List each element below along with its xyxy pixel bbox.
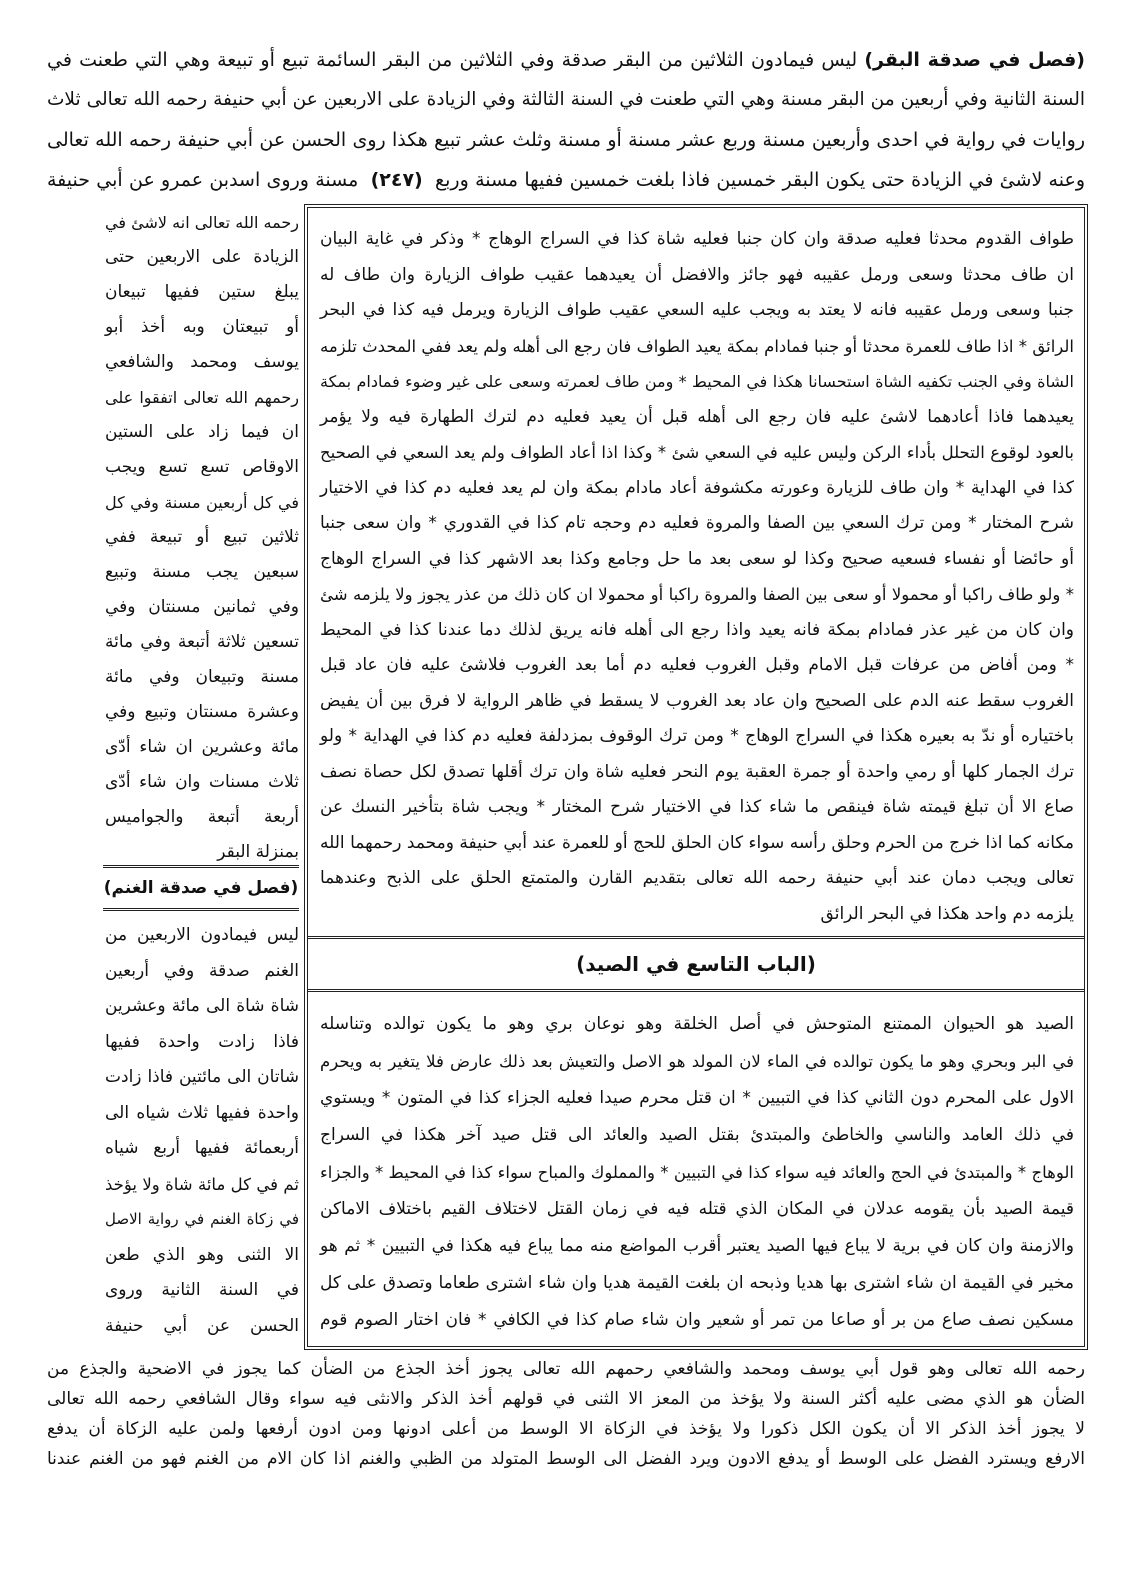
line-text: الاوقاص تسع تسع ويجب — [105, 457, 299, 477]
main-text-line — [318, 684, 1074, 720]
line-text: الزيادة على الاربعين حتى — [105, 247, 299, 267]
line-text: مخير في القيمة ان شاء اشترى بها هديا وذبحه ان بلغت القيمة هديا وان شاء اشترى طعاما وتصدق على كل — [320, 1273, 1074, 1293]
main-text-line — [318, 1080, 1074, 1117]
line-text: في ذلك العامد والناسي والخاطئ والمبتدئ بقتل الصيد والعائد الى قتل صيد آخر هكذا في السراج — [320, 1125, 1074, 1145]
line-text — [47, 169, 1085, 191]
line-text: ليس فيمادون الاربعين من — [105, 925, 299, 945]
line-text: مائة وعشرين ان شاء أدّى — [105, 737, 299, 757]
main-text-line — [318, 506, 1074, 542]
left-column-line — [103, 415, 299, 450]
main-text-line — [318, 293, 1074, 329]
line-text: أربعمائة ففيها أربع شياه — [105, 1138, 299, 1158]
line-text: الغنم صدقة وفي أربعين — [105, 960, 299, 981]
line-text: * ولو طاف راكبا أو محمولا أو سعى بين الصفا والمروة راكبا أو محمولا ان كان ذلك من عذر يجوز ولا يلزمه شئ — [320, 585, 1074, 604]
main-text-line — [318, 435, 1074, 471]
left-column-line — [103, 765, 299, 800]
line-text: الوهاج * والمبتدئ في الحج والعائد فيه سواء كذا في التبيين * والمملوك والمباح سواء كذا في المحيط * والجزاء — [320, 1163, 1074, 1182]
left-column-line — [103, 660, 299, 695]
main-text-line — [318, 222, 1074, 258]
line-text: الحسن عن أبي حنيفة — [105, 1315, 299, 1336]
left-column-line — [103, 555, 299, 590]
main-text-line — [318, 471, 1074, 507]
line-text: واحدة ففيها ثلاث شياه الى — [105, 1102, 299, 1123]
line-text: الرائق * اذا طاف للعمرة محدثا أو جنبا فمادام بمكة يعيد الطواف فان رجع الى أهله ولم يعد ففي المحدث تلزمه — [320, 336, 1074, 356]
line-text: ترك الجمار كلها أو رمي واحدة أو جمرة العقبة يوم النحر فعليه شاة وان ترك أقلها تصدق لكل حصاة نصف — [320, 761, 1074, 782]
left-column-line — [103, 380, 299, 415]
line-text: الضأن هو الذي مضى عليه أكثر السنة ولا يؤخذ من المعز الا الثنى في قولهم أخذ الذكر والانثى فيه سواء وقال الشافعي رحمه الله تعالى — [47, 1389, 1085, 1409]
line-text: الغروب سقط عنه الدم على الصحيح وان عاد بعد الغروب لا يسقط في ظاهر الرواية لا فرق بين أن يفيض — [320, 690, 1074, 711]
top-text-line — [45, 80, 1085, 120]
left-column-line — [103, 695, 299, 730]
line-text: جنبا وسعى ورمل عقيبه فانه لا يعتد به ويجب عليه السعي عقيب طواف الزيارة ويرمل فيه كذا في البحر — [320, 300, 1074, 320]
line-text: شاة شاة الى مائة وعشرين — [105, 996, 299, 1016]
bottom-text-line — [45, 1414, 1085, 1444]
line-text: رحمه الله تعالى وهو قول أبي يوسف ومحمد والشافعي رحمهم الله تعالى يجوز أخذ الجذع من الضأن كما يجوز في الاضحية والجذع من — [47, 1359, 1085, 1379]
section-heading-ghanam: (فصل في صدقة الغنم) — [103, 865, 299, 911]
left-column-line — [103, 520, 299, 555]
left-column-line — [103, 1060, 299, 1096]
main-text-line — [318, 1265, 1074, 1302]
left-column-line — [103, 450, 299, 485]
line-text: ثلاث مسنات وان شاء أدّى — [105, 772, 299, 792]
main-text-line — [318, 1302, 1074, 1339]
bottom-text-line — [45, 1444, 1085, 1474]
line-text: طواف القدوم محدثا فعليه صدقة وان كان جنبا فعليه شاة كذا في السراج الوهاج * وذكر في غاية البيان — [320, 229, 1074, 249]
left-column-line — [103, 240, 299, 275]
line-text: وفي ثمانين مسنتان وفي — [105, 597, 299, 617]
line-text: بمنزلة البقر — [217, 842, 299, 862]
left-column-line — [103, 275, 299, 310]
left-column-line — [103, 730, 299, 765]
main-text-line — [318, 1228, 1074, 1265]
top-text-line — [45, 40, 1085, 80]
line-text: بالعود لوقوع التحلل بأداء الركن وليس عليه في السعي شئ * وكذا اذا أعاد الطواف ولم يعد السعي في الصحيح — [320, 443, 1074, 462]
line-text: السنة الثانية وفي أربعين من البقر مسنة وهي التي طعنت في السنة الثالثة وفي الزيادة على الاربعين عن أبي حنيفة رحمه الله تعالى ثلاث — [47, 89, 1085, 110]
line-text: في البر وبحري وهو ما يكون توالده في الماء لان المولد هو الاصل والتعيش بعد ذلك عارض فلا يتغير به ويحرم — [320, 1052, 1074, 1071]
line-text: ثلاثين تبيع أو تبيعة ففي — [105, 527, 299, 547]
line-text: ان طاف محدثا وسعى ورمل عقيبه فهو جائز والافضل أن يعيدهما عقيب طواف الزيارة وان طاف له — [320, 264, 1074, 285]
main-text-line — [318, 1191, 1074, 1228]
line-text: مكانه كما اذا خرج من الحرم وحلق رأسه سواء كان الحلق للحج أو للعمرة عند أبي حنيفة ومحمد رحمهما الله — [320, 832, 1074, 853]
line-text: باختياره أو ندّ به بعيره هكذا في السراج الوهاج * ومن ترك الوقوف بمزدلفة فعليه دم كذا في الهداية * ولو — [320, 726, 1074, 746]
bottom-text-block — [45, 1354, 1085, 1474]
line-text: فاذا زادت واحدة ففيها — [105, 1031, 299, 1052]
line-text: يلزمه دم واحد هكذا في البحر الرائق — [820, 903, 1074, 924]
line-text: لا يجوز أخذ الذكر الا أن يكون الكل ذكورا ولا يؤخذ في الزكاة الا الوسط من أعلى ادونها ومن ادون أرفعها ولمن عليه الزكاة أن يدفع — [47, 1419, 1085, 1439]
line-text: تسعين ثلاثة أتبعة وفي مائة — [105, 632, 299, 652]
line-text: رحمه الله تعالى انه لاشئ في — [105, 213, 299, 232]
section-heading: (فصل في صدقة البقر) — [864, 49, 1085, 71]
main-text-line — [318, 542, 1074, 578]
left-column-line — [103, 1167, 299, 1203]
main-text-line — [318, 1154, 1074, 1191]
line-text-part: وعنه لاشئ في الزيادة حتى يكون البقر خمسين فاذا بلغت خمسين ففيها مسنة وربع — [435, 169, 1085, 191]
line-text: الاول على المحرم دون الثاني كذا في التبيين * ان قتل محرم صيدا فعليه الجزاء كذا في المتون * ويستوي — [320, 1088, 1074, 1108]
left-column-line — [103, 205, 299, 240]
main-text-line — [318, 258, 1074, 294]
main-text-line — [318, 826, 1074, 862]
line-text-part: ليس فيمادون الثلاثين من البقر صدقة وفي الثلاثين من البقر السائمة تبيع أو تبيعة وهي التي طعنت في — [47, 49, 858, 71]
main-text-line — [318, 1043, 1074, 1080]
main-text-line — [318, 400, 1074, 436]
line-text: أو تبيعتان وبه أخذ أبو — [105, 317, 299, 337]
chapter-heading: (الباب التاسع في الصيد) — [308, 936, 1084, 992]
line-text: تعالى ويجب دمان عند أبي حنيفة رحمه الله تعالى بتقديم القارن والمتمتع الحلق على الذبح وعندهما — [320, 868, 1074, 888]
main-text-line — [318, 613, 1074, 649]
main-text-line — [318, 790, 1074, 826]
left-column-line — [103, 800, 299, 835]
line-text: قيمة الصيد بأن يقومه عدلان في المكان الذي قتله فيه في زمان القتل لاختلاف القيم باختلاف الاماكن — [320, 1199, 1074, 1219]
line-text: * ومن أفاض من عرفات قبل الامام وقبل الغروب فعليه دم أما بعد الغروب فلاشئ عليه فان عاد قبل — [320, 655, 1074, 675]
line-text: في زكاة الغنم في رواية الاصل — [105, 1210, 299, 1228]
main-text-line — [318, 364, 1074, 400]
line-text: ان فيما زاد على الستين — [105, 422, 299, 442]
line-text: رحمهم الله تعالى اتفقوا على — [105, 388, 299, 407]
top-text-line — [45, 120, 1085, 160]
main-text-line — [318, 648, 1074, 684]
line-text: مسكين نصف صاع من بر أو صاعا من تمر أو شعير وان شاء صام كذا في الكافي * فان اختار الصوم قوم — [320, 1310, 1074, 1330]
line-text: الصيد هو الحيوان الممتنع المتوحش في أصل الخلقة وهو نوعان بري وهو ما يكون توالده وتناسله — [320, 1014, 1074, 1034]
line-text: يوسف ومحمد والشافعي — [105, 352, 299, 372]
line-text — [47, 49, 1085, 71]
main-text-part-sayd — [318, 1006, 1074, 1339]
line-text: يبلغ ستين ففيها تبيعان — [105, 282, 299, 302]
bottom-text-line — [45, 1354, 1085, 1384]
left-column-line — [103, 1096, 299, 1132]
line-text: أو حائضا أو نفساء فسعيه صحيح وكذا لو سعى بعد ما حل وجامع وكذا بعد الاشهر كذا في السراج الوهاج — [320, 548, 1074, 569]
main-text-line — [318, 1117, 1074, 1154]
left-column-line — [103, 918, 299, 954]
left-column-line — [103, 345, 299, 380]
left-column-line — [103, 1131, 299, 1167]
main-text-part-hajj — [318, 222, 1074, 932]
top-text-block — [45, 40, 1085, 200]
left-column-line — [103, 485, 299, 520]
main-text-line — [318, 755, 1074, 791]
line-text: شرح المختار * ومن ترك السعي بين الصفا والمروة فعليه دم وحجه تام كذا في القدوري * وان سعى جنبا — [320, 513, 1074, 533]
line-text: شاتان الى مائتين فاذا زادت — [105, 1067, 299, 1087]
line-text: كذا في الهداية * وان طاف للزيارة وعورته مكشوفة أعاد مادام بمكة وان لم يعد فعليه دم كذا في الاختيار — [320, 477, 1074, 498]
left-column-line — [103, 1202, 299, 1238]
left-column-line — [103, 1025, 299, 1061]
page-number: (٢٤٧) — [370, 169, 423, 191]
line-text: يعيدهما فاذا أعادهما لاشئ عليه فان رجع الى أهله قبل أن يعيد فعليه دم لترك الطهارة فيه ولا يؤمر — [320, 406, 1074, 427]
main-text-line — [318, 1006, 1074, 1043]
left-column-line — [103, 989, 299, 1025]
left-column-line — [103, 590, 299, 625]
line-text: صاع الا أن تبلغ قيمته شاة فينقص ما شاء كذا في الاختيار شرح المختار * ويجب شاة بتأخير النسك عن — [320, 797, 1074, 817]
left-column-section-bagar — [103, 205, 299, 870]
line-text: في السنة الثانية وروى — [105, 1280, 299, 1300]
line-text: روايات في رواية في احدى وأربعين مسنة وربع عشر مسنة أو مسنة وثلث عشر تبيع هكذا روى الحسن عن أبي حنيفة رحمه الله تعالى — [47, 129, 1085, 151]
line-text: وعشرة مسنتان وتبيع وفي — [105, 702, 299, 722]
left-column-line — [103, 625, 299, 660]
main-text-line — [318, 577, 1074, 613]
line-text: الا الثنى وهو الذي طعن — [105, 1244, 299, 1265]
line-text: سبعين يجب مسنة وتبيع — [105, 562, 299, 582]
left-column-line — [103, 1273, 299, 1309]
line-text: في كل أربعين مسنة وفي كل — [105, 493, 299, 512]
left-column — [103, 205, 299, 1347]
line-text: والازمنة وان كان في برية لا يباع فيها الصيد يعتبر أقرب المواضع منه مما يباع فيه هكذا في التبيين * ثم هو — [320, 1236, 1074, 1256]
main-text-line — [318, 861, 1074, 897]
bottom-text-line — [45, 1384, 1085, 1414]
main-text-line — [318, 897, 1074, 933]
line-text: ثم في كل مائة شاة ولا يؤخذ — [105, 1174, 299, 1194]
line-text: الارفع ويسترد الفضل على الوسط أو يدفع الادون ويرد الفضل الى الوسط المتولد من الظبي والغنم اذا كان الام من الغنم فهو من الغنم عندنا — [47, 1449, 1085, 1469]
top-text-line — [45, 160, 1085, 200]
left-column-line — [103, 310, 299, 345]
line-text-part: مسنة وروى اسدبن عمرو عن أبي حنيفة — [47, 169, 359, 191]
main-text-line — [318, 719, 1074, 755]
left-column-line — [103, 1309, 299, 1345]
line-text: وان كان من غير عذر فمادام بمكة فانه يعيد واذا رجع الى أهله فانه يريق لذلك دما عندنا كذا في المحيط — [320, 619, 1074, 640]
left-column-line — [103, 1238, 299, 1274]
left-column-line — [103, 954, 299, 990]
line-text: مسنة وتبيعان وفي مائة — [105, 667, 299, 687]
main-text-line — [318, 329, 1074, 365]
line-text: أربعة أتبعة والجواميس — [105, 807, 299, 827]
line-text: الشاة وفي الجنب تكفيه الشاة استحسانا هكذا في المحيط * ومن طاف لعمرته وسعى على غير وضوء فمادام بمكة — [320, 372, 1074, 391]
main-text-box — [304, 204, 1088, 1350]
left-column-section-ghanam — [103, 918, 299, 1344]
